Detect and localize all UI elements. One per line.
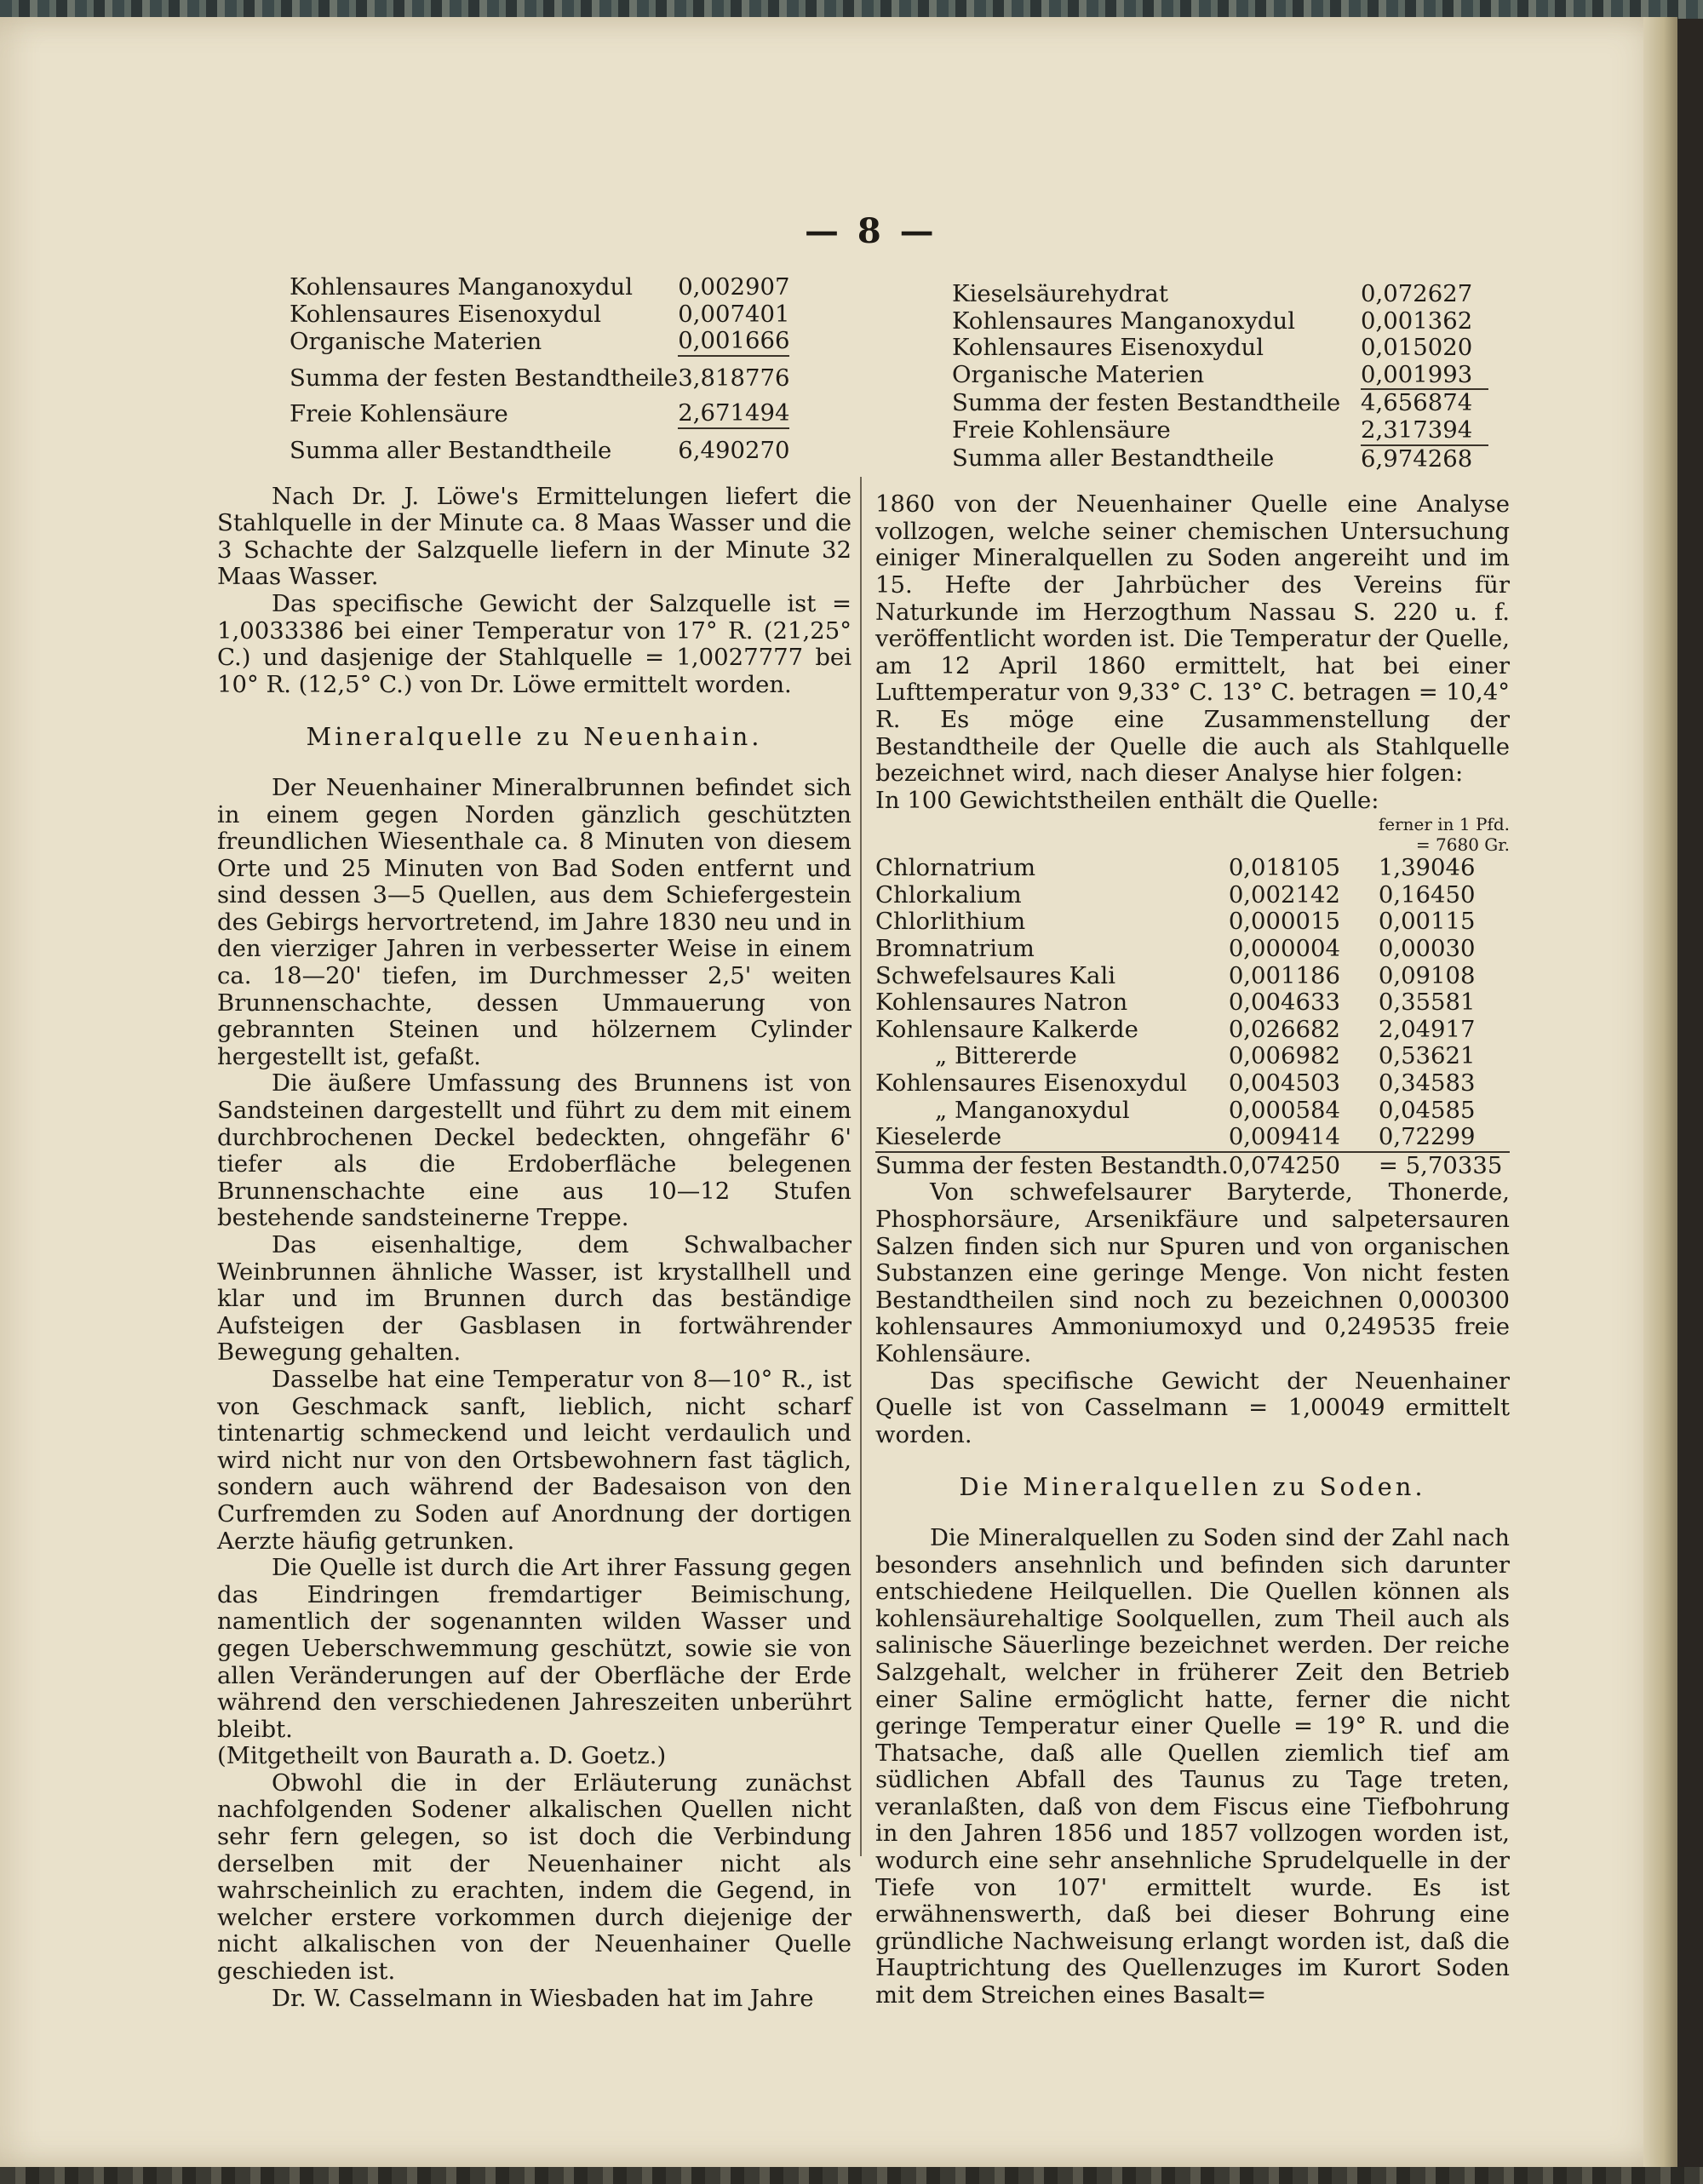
sum-all-value: 6,974268: [1361, 445, 1488, 473]
table-row: [875, 855, 1510, 882]
page-right-edge: [1643, 17, 1677, 2167]
substance-value-per-pound: 2,04917: [1378, 1015, 1476, 1043]
substance-name: Kohlensaure Kalkerde: [875, 1015, 1138, 1043]
substance-value-per-pound: 0,09108: [1378, 961, 1476, 989]
table-row: [952, 308, 1488, 335]
substance-name: „ Manganoxydul: [935, 1096, 1130, 1124]
paragraph: Die Mineralquellen zu Soden sind der Zahl nach besonders ansehnlich und befinden sich darunter entschiedene Heilquellen. Die Quellen können als kohlensäurehaltige Soolquellen, zum Theil auch als salinische Säuerlinge bezeichnet werden. Der reiche Salzgehalt, welcher in früherer Zeit den Betrieb einer Saline ermöglicht hatte, ferner die nicht geringe Temperatur einer Quelle = 19° R. und die Thatsache, daß alle Quellen ziemlich tief am südlichen Abfall des Taunus zu Tage treten, veranlaßten, daß von dem Fiscus eine Tiefbohrung in den Jahren 1856 und 1857 vollzogen worden ist, wodurch eine sehr ansehnliche Sprudelquelle in der Tiefe von 107' ermittelt wurde. Es ist erwähnenswerth, daß bei dieser Bohrung eine gründliche Nachweisung erlangt worden ist, daß die Hauptrichtung des Quellenzuges im Kurort Soden mit dem Streichen eines Basalt=: [875, 1523, 1510, 2009]
substance-value: 0,000584: [1228, 1096, 1341, 1124]
table-row: [875, 882, 1510, 909]
table-row: [290, 328, 789, 356]
paragraph: Die äußere Umfassung des Brunnens ist von Sandsteinen dargestellt und führt zu dem mit einem durchbrochenen Deckel bedeckten, ohngefähr 6' tiefer als die Erdoberfläche belegenen Brunnenschachte eine aus 10—12 Stufen bestehende sandsteinerne Treppe.: [217, 1069, 852, 1232]
paragraph: Das specifische Gewicht der Neuenhainer Quelle ist von Casselmann = 1,00049 ermittelt worden.: [875, 1367, 1510, 1448]
sum-solid-label: Summa der festen Bestandtheile: [290, 364, 679, 392]
substance-name: „ Bittererde: [935, 1042, 1077, 1070]
left-column: [217, 274, 852, 2012]
substance-value-per-pound: 0,00115: [1378, 908, 1476, 936]
substance-name: Chlorkalium: [875, 880, 1022, 909]
substance-name: Kohlensaures Eisenoxydul: [290, 300, 602, 328]
free-co2-value: 2,317394: [1361, 416, 1473, 444]
sum-value-per-pound: = 5,70335: [1379, 1152, 1510, 1180]
section-heading: Die Mineralquellen zu Soden.: [959, 1472, 1426, 1502]
substance-name: Kieselsäurehydrat: [952, 280, 1168, 307]
table-row: [290, 365, 789, 393]
table-row: [875, 989, 1510, 1017]
substance-name: Kieselerde: [875, 1123, 1002, 1151]
substance-value-per-pound: 0,04585: [1378, 1096, 1476, 1124]
table-row: [952, 417, 1488, 445]
substance-value: 0,072627: [1361, 280, 1473, 307]
table-row: [875, 1043, 1510, 1070]
sum-value: 0,074250: [1229, 1152, 1379, 1180]
water-analysis-table: [875, 814, 1510, 1179]
substance-value: 0,001993: [1361, 360, 1473, 388]
substance-value: 0,018105: [1228, 854, 1341, 882]
substance-value-per-pound: 0,72299: [1378, 1123, 1476, 1151]
free-co2-label: Freie Kohlensäure: [290, 399, 508, 427]
substance-value-per-pound: 0,34583: [1378, 1069, 1476, 1098]
paragraph: Das eisenhaltige, dem Schwalbacher Weinbrunnen ähnliche Wasser, ist krystallhell und klar und im Brunnen durch das beständige Aufsteigen der Gasblasen in fortwährender Bewegung gehalten.: [217, 1231, 852, 1367]
bottom-binding-edge: [0, 2167, 1703, 2184]
paragraph: Dasselbe hat eine Temperatur von 8—10° R., ist von Geschmack sanft, lieblich, nicht scharf tintenartig schmeckend und leicht verdaulich und wird nicht nur von den Ortsbewohnern fast täglich, sondern auch während der Badesaison von den Curfremden zu Soden auf Anordnung der dortigen Aerzte häufig getrunken.: [217, 1365, 852, 1555]
section-heading: Mineralquelle zu Neuenhain.: [306, 722, 763, 752]
paragraph: Dr. W. Casselmann in Wiesbaden hat im Jahre: [272, 1984, 814, 2012]
substance-name: Organische Materien: [290, 327, 542, 355]
substance-name: Organische Materien: [952, 361, 1205, 389]
substance-name: Kohlensaures Natron: [875, 989, 1128, 1017]
column-header: ferner in 1 Pfd.: [1378, 814, 1510, 835]
substance-value-per-pound: 0,16450: [1378, 880, 1476, 909]
substance-value: 0,001362: [1361, 307, 1473, 335]
table-row: [952, 335, 1488, 362]
table-row: [875, 1152, 1510, 1180]
substance-value: 0,001186: [1228, 961, 1341, 989]
substance-value: 0,015020: [1361, 334, 1473, 362]
paragraph: Die Quelle ist durch die Art ihrer Fassung gegen das Eindringen fremdartiger Beimischung, namentlich der sogenannten wilden Wasser und gegen Ueberschwemmung geschützt, sowie sie von allen Veränderungen auf der Oberfläche der Erde während den verschiedenen Jahreszeiten unberührt bleibt.: [217, 1554, 852, 1743]
substance-value: 0,009414: [1228, 1123, 1341, 1151]
substance-name: Kohlensaures Manganoxydul: [290, 273, 634, 301]
sum-solid-label: Summa der festen Bestandtheile: [952, 388, 1341, 416]
paragraph: Das specifische Gewicht der Salzquelle ist = 1,0033386 bei einer Temperatur von 17° R. (21,25° C.) und dasjenige der Stahlquelle = 1,0027777 bei 10° R. (12,5° C.) von Dr. Löwe ermittelt worden.: [217, 589, 852, 698]
substance-name: Kohlensaures Eisenoxydul: [875, 1069, 1188, 1098]
sum-solid-value: 4,656874: [1361, 389, 1488, 417]
table-row: [290, 301, 789, 329]
substance-value: 0,004633: [1228, 989, 1341, 1017]
table-row: [875, 1070, 1510, 1098]
page-number: — 8 —: [805, 211, 938, 251]
table-row: [952, 389, 1488, 417]
substance-name: Schwefelsaures Kali: [875, 961, 1116, 989]
sum-all-label: Summa aller Bestandtheile: [290, 436, 612, 464]
table-row: [875, 1017, 1510, 1044]
paragraph: Von schwefelsaurer Baryterde, Thonerde, Phosphorsäure, Arsenikfäure und salpetersauren Salzen finden sich nur Spuren und von organischen Substanzen eine geringe Menge. Von nicht festen Bestandtheilen sind noch zu bezeichnen 0,000300 kohlensaures Ammoniumoxyd und 0,249535 freie Kohlensäure.: [875, 1178, 1510, 1367]
substance-value: 0,007401: [678, 300, 790, 328]
substance-value: 0,000004: [1228, 935, 1341, 963]
substance-name: Kohlensaures Manganoxydul: [952, 307, 1296, 335]
substance-value: 0,001666: [678, 327, 790, 355]
substance-value: 0,006982: [1228, 1042, 1341, 1070]
table-row: [952, 445, 1488, 473]
table-row: [875, 936, 1510, 963]
substance-value: 0,002142: [1228, 880, 1341, 909]
substance-value: 0,002907: [678, 273, 790, 301]
substance-value-per-pound: 0,35581: [1378, 989, 1476, 1017]
column-divider: [860, 477, 862, 1856]
substance-value-per-pound: 1,39046: [1378, 854, 1476, 882]
substance-value: 0,000015: [1228, 908, 1341, 936]
table-row: [875, 909, 1510, 936]
paragraph: 1860 von der Neuenhainer Quelle eine Analyse vollzogen, welche seiner chemischen Untersuchung einiger Mineralquellen zu Soden angereiht und im 15. Hefte der Jahrbücher des Vereins für Naturkunde im Herzogthum Nassau S. 220 u. f. veröffentlicht worden ist. Die Temperatur der Quelle, am 12 April 1860 ermittelt, hat bei einer Lufttemperatur von 9,33° C. 13° C. betragen = 10,4° R. Es möge eine Zusammenstellung der Bestandtheile der Quelle die auch als Stahlquelle bezeichnet wird, nach dieser Analyse hier folgen:: [875, 490, 1510, 788]
free-co2-label: Freie Kohlensäure: [952, 416, 1171, 444]
table-row: [952, 281, 1488, 308]
table-row: [875, 1124, 1510, 1152]
table-row: [875, 963, 1510, 990]
substance-name: Chlornatrium: [875, 854, 1036, 882]
substance-value: 0,004503: [1228, 1069, 1341, 1098]
paragraph: Nach Dr. J. Löwe's Ermittelungen liefert die Stahlquelle in der Minute ca. 8 Maas Wasser und die 3 Schachte der Salzquelle liefern in der Minute 32 Maas Wasser.: [217, 482, 852, 591]
free-co2-value: 2,671494: [678, 399, 790, 427]
top-binding-edge: [0, 0, 1703, 19]
table-row: [290, 400, 789, 428]
sum-solid-value: 3,818776: [678, 364, 790, 392]
table-row: [875, 1098, 1510, 1125]
substance-value: 0,026682: [1228, 1015, 1341, 1043]
paragraph: Der Neuenhainer Mineralbrunnen befindet sich in einem gegen Norden gänzlich geschützten freundlichen Wiesenthale ca. 8 Minuten von diesem Orte und 25 Minuten von Bad Soden entfernt und sind dessen 3—5 Quellen, aus dem Schiefergestein des Gebirgs hervortretend, im Jahre 1830 neu und in den vierziger Jahren in verbesserter Weise in einem ca. 18—20' tiefen, im Durchmesser 2,5' weiten Brunnenschachte, dessen Ummauerung von gebrannten Steinen und hölzernem Cylinder hergestellt ist, gefaßt.: [217, 773, 852, 1070]
substance-name: Bromnatrium: [875, 935, 1035, 963]
table-row: [952, 362, 1488, 390]
column-header: = 7680 Gr.: [1415, 834, 1510, 856]
substance-value-per-pound: 0,00030: [1378, 935, 1476, 963]
right-analysis-table: [952, 281, 1488, 473]
table-row: [290, 438, 789, 465]
credit-line: (Mitgetheilt von Baurath a. D. Goetz.): [217, 1742, 667, 1770]
left-analysis-table: [290, 274, 789, 465]
sum-all-value: 6,490270: [678, 436, 790, 464]
sum-label: Summa der festen Bestandth.: [875, 1151, 1229, 1179]
right-column: [875, 281, 1510, 2009]
substance-value-per-pound: 0,53621: [1378, 1042, 1476, 1070]
substance-name: Kohlensaures Eisenoxydul: [952, 334, 1264, 362]
substance-name: Chlorlithium: [875, 908, 1026, 936]
table-row: [290, 274, 789, 301]
intro-line: In 100 Gewichtstheilen enthält die Quelle:: [875, 786, 1379, 814]
sum-all-label: Summa aller Bestandtheile: [952, 444, 1275, 473]
paragraph: Obwohl die in der Erläuterung zunächst nachfolgenden Sodener alkalischen Quellen nicht sehr fern gelegen, so ist doch die Verbindung derselben mit der Neuenhainer nicht als wahrscheinlich zu erachten, indem die Gegend, in welcher erstere vorkommen durch diejenige der nicht alkalischen von der Neuenhainer Quelle geschieden ist.: [217, 1768, 852, 1986]
